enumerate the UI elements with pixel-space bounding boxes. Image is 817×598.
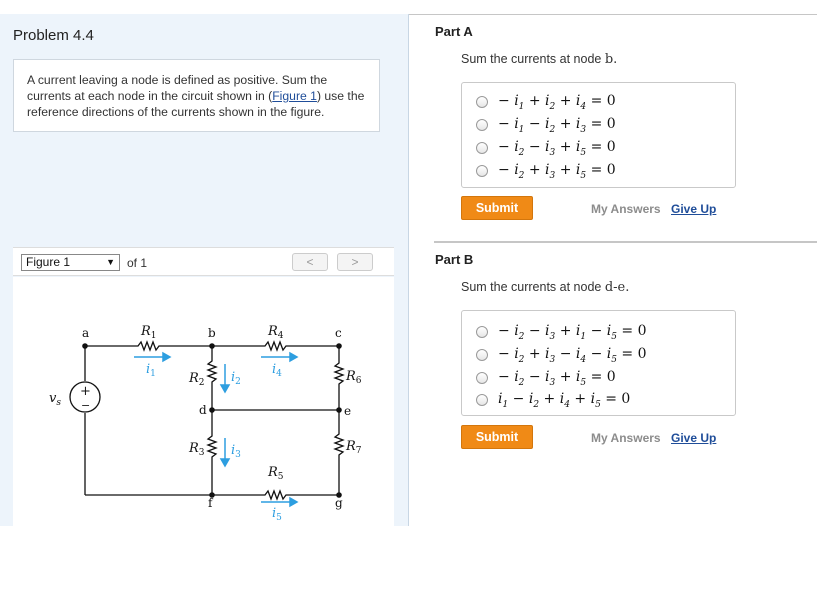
node-f-label: f [208, 496, 213, 510]
equation-variable: $i_2$ [514, 322, 525, 342]
equation-variable: $i_3$ [545, 368, 556, 388]
equation-operator: = 0 [586, 138, 616, 155]
figure-select[interactable] [21, 254, 120, 271]
part-a-choice-2[interactable] [476, 116, 616, 134]
equation-operator: − [555, 345, 576, 362]
node-b-dot [209, 343, 215, 349]
i5-label: $i_5$ [272, 506, 282, 523]
part-a-title: Part A [435, 24, 473, 39]
wire-top-ab [85, 342, 212, 350]
node-a-dot [82, 343, 88, 349]
figure-toolbar [13, 247, 394, 276]
equation-variable: $i_3$ [545, 322, 556, 342]
part-b-prompt-text: Sum the currents at node [461, 280, 605, 294]
i4-label: $i_4$ [272, 362, 282, 379]
equation-operator: + [555, 115, 576, 132]
choice-equation [498, 162, 616, 181]
equation-operator: + [524, 161, 546, 178]
part-a-submit-button[interactable]: Submit [461, 196, 533, 220]
equation-variable: $i_5$ [606, 345, 617, 365]
equation-operator: + [555, 92, 576, 109]
node-d-label: d [199, 403, 207, 417]
node-d-dot [209, 407, 215, 413]
r3-label: $R_3$ [189, 441, 205, 458]
equation-variable: $i_5$ [575, 368, 587, 388]
part-a-node: b. [604, 52, 618, 67]
equation-operator: − [498, 138, 515, 155]
i2-label: $i_2$ [231, 370, 241, 387]
part-b-choice-2[interactable] [476, 346, 647, 364]
part-b-prompt [461, 280, 629, 295]
equation-operator: + [539, 390, 560, 407]
equation-variable: $i_1$ [498, 390, 509, 410]
part-a-prompt-text: Sum the currents at node [461, 52, 605, 66]
part-b-choice-3[interactable] [476, 369, 616, 387]
equation-variable: $i_3$ [545, 345, 556, 365]
equation-variable: $i_4$ [575, 345, 587, 365]
r5-label: $R_5$ [268, 465, 284, 482]
source-plus: + [80, 384, 91, 399]
equation-variable: $i_3$ [575, 115, 587, 135]
dropdown-arrow-icon: ▼ [106, 257, 115, 267]
equation-operator: − [524, 322, 546, 339]
radio-button[interactable] [476, 372, 488, 384]
equation-variable: $i_4$ [559, 390, 570, 410]
equation-operator: − [498, 115, 515, 132]
next-figure-button[interactable]: > [337, 253, 373, 271]
circuit-diagram [13, 277, 394, 526]
equation-operator: + [555, 161, 576, 178]
equation-operator: + [555, 322, 576, 339]
node-c-dot [336, 343, 342, 349]
equation-operator: − [586, 345, 607, 362]
r4-label: $R_4$ [268, 324, 284, 341]
radio-button[interactable] [476, 394, 488, 406]
choice-equation [498, 116, 616, 135]
choice-equation [498, 391, 630, 410]
part-a-my-answers-link[interactable]: My Answers [591, 202, 661, 216]
equation-variable: $i_2$ [528, 390, 540, 410]
part-b-choices [461, 310, 736, 416]
equation-operator: = 0 [600, 390, 631, 407]
radio-button[interactable] [476, 165, 488, 177]
part-a-choice-3[interactable] [476, 139, 616, 157]
equation-variable: $i_5$ [575, 161, 587, 181]
part-a-choice-4[interactable] [476, 162, 616, 180]
problem-title: Problem 4.4 [13, 27, 94, 44]
choice-equation [498, 93, 616, 112]
r1-label: $R_1$ [141, 324, 157, 341]
equation-operator: = 0 [586, 115, 616, 132]
figure-select-value: Figure 1 [26, 255, 71, 269]
equation-operator: − [524, 368, 546, 385]
equation-variable: $i_2$ [545, 92, 556, 112]
r7-label: $R_7$ [346, 439, 362, 456]
part-b-give-up-link[interactable]: Give Up [671, 431, 717, 445]
node-e-dot [336, 407, 342, 413]
wire-r3 [208, 410, 216, 495]
choice-equation [498, 346, 647, 365]
part-b-node: d-e. [604, 280, 630, 295]
choice-equation [498, 369, 616, 388]
figure-count: of 1 [127, 256, 148, 270]
top-rule [409, 14, 817, 15]
part-b-title: Part B [435, 252, 474, 267]
equation-variable: $i_1$ [514, 92, 525, 112]
radio-button[interactable] [476, 349, 488, 361]
part-a-choices [461, 82, 736, 188]
equation-variable: $i_2$ [514, 345, 525, 365]
equation-operator: − [498, 92, 515, 109]
choice-equation [498, 323, 647, 342]
node-g-label: g [335, 496, 343, 510]
i3-label: $i_3$ [231, 443, 241, 460]
equation-operator: − [524, 115, 546, 132]
figure-area [13, 277, 394, 526]
part-separator [434, 241, 817, 243]
equation-operator: + [524, 92, 546, 109]
equation-operator: = 0 [616, 345, 647, 362]
node-c-label: c [335, 326, 342, 340]
node-e-label: e [344, 404, 352, 418]
equation-operator: − [498, 368, 515, 385]
i1-label: $i_1$ [146, 362, 156, 379]
description-text-pre: A current leaving a node is defined as positive. Sum the currents at each node in the circuit shown in ( [27, 73, 328, 103]
source-label: $v_s$ [49, 391, 61, 408]
part-a-choice-1[interactable] [476, 93, 616, 111]
description-text-post: ) use the reference directions of the currents shown in the figure. [27, 89, 365, 119]
equation-operator: + [524, 345, 546, 362]
equation-operator: − [498, 161, 515, 178]
equation-operator: − [524, 138, 546, 155]
prev-figure-button[interactable]: < [292, 253, 328, 271]
radio-button[interactable] [476, 142, 488, 154]
equation-operator: = 0 [616, 322, 647, 339]
node-a-label: a [82, 326, 90, 340]
equation-operator: − [508, 390, 529, 407]
equation-variable: $i_2$ [514, 161, 525, 181]
r6-label: $R_6$ [346, 369, 362, 386]
equation-operator: − [498, 345, 515, 362]
source-minus: − [81, 399, 91, 412]
equation-operator: + [555, 368, 576, 385]
problem-description [13, 59, 380, 132]
equation-operator: − [498, 322, 515, 339]
part-b-choice-1[interactable] [476, 323, 647, 341]
part-b-choice-4[interactable] [476, 391, 630, 409]
equation-variable: $i_2$ [545, 115, 556, 135]
radio-button[interactable] [476, 96, 488, 108]
panel-divider [408, 14, 409, 526]
radio-button[interactable] [476, 119, 488, 131]
equation-variable: $i_2$ [514, 138, 525, 158]
equation-variable: $i_4$ [575, 92, 587, 112]
wire-r6 [335, 346, 343, 410]
part-b-my-answers-link[interactable]: My Answers [591, 431, 661, 445]
equation-variable: $i_2$ [514, 368, 525, 388]
choice-equation [498, 139, 616, 158]
equation-variable: $i_5$ [606, 322, 617, 342]
equation-variable: $i_5$ [575, 138, 587, 158]
equation-operator: = 0 [586, 161, 616, 178]
part-b-submit-button[interactable]: Submit [461, 425, 533, 449]
wire-r2 [208, 346, 216, 410]
equation-operator: + [569, 390, 591, 407]
r2-label: $R_2$ [189, 371, 205, 388]
equation-variable: $i_5$ [590, 390, 601, 410]
radio-button[interactable] [476, 326, 488, 338]
equation-operator: = 0 [586, 368, 616, 385]
equation-operator: = 0 [586, 92, 616, 109]
equation-operator: + [555, 138, 576, 155]
equation-variable: $i_1$ [514, 115, 525, 135]
figure-link[interactable]: Figure 1 [272, 89, 317, 103]
equation-variable: $i_1$ [575, 322, 587, 342]
part-a-give-up-link[interactable]: Give Up [671, 202, 717, 216]
equation-variable: $i_3$ [545, 138, 556, 158]
equation-variable: $i_3$ [545, 161, 556, 181]
part-a-prompt [461, 52, 617, 67]
wire-r7 [335, 410, 343, 495]
equation-operator: − [586, 322, 607, 339]
node-b-label: b [208, 326, 216, 340]
wire-top-bc [212, 342, 339, 350]
